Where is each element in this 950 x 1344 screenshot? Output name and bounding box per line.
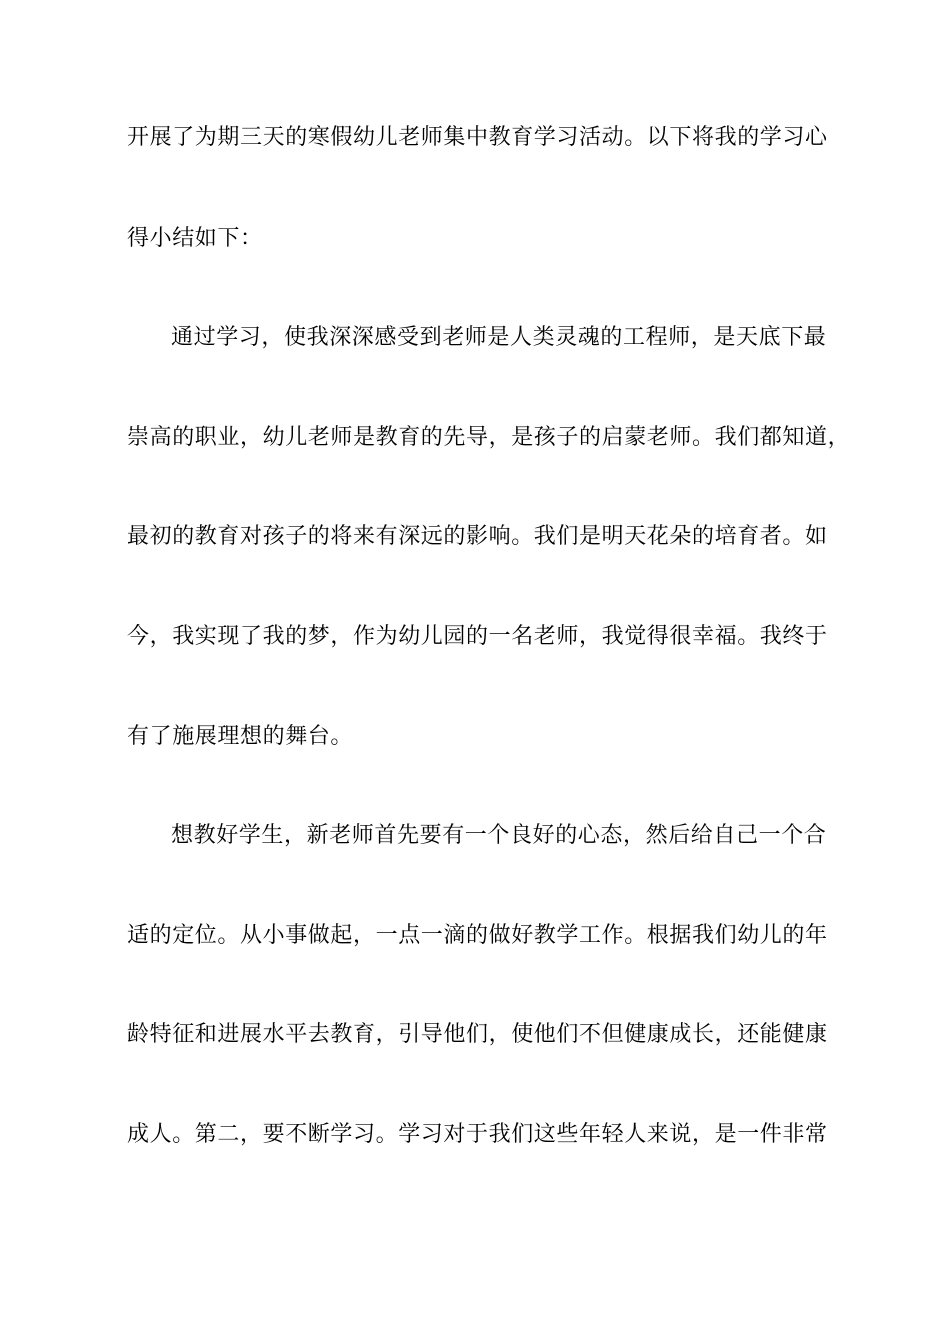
text-line: 得小结如下： <box>127 226 263 251</box>
text-line: 开展了为期三天的寒假幼儿老师集中教育学习活动。以下将我的学习心 <box>127 125 828 150</box>
text-line: 崇高的职业，幼儿老师是教育的先导，是孩子的启蒙老师。我们都知道， <box>127 425 851 450</box>
text-line: 适的定位。从小事做起，一点一滴的做好教学工作。根据我们幼儿的年 <box>127 923 828 948</box>
text-line: 有了施展理想的舞台。 <box>127 724 354 749</box>
text-line: 成人。第二，要不断学习。学习对于我们这些年轻人来说，是一件非常 <box>127 1122 828 1147</box>
text-line: 今，我实现了我的梦，作为幼儿园的一名老师，我觉得很幸福。我终于 <box>127 624 828 649</box>
text-line: 最初的教育对孩子的将来有深远的影响。我们是明天花朵的培育者。如 <box>127 524 828 549</box>
text-line: 龄特征和进展水平去教育，引导他们，使他们不但健康成长，还能健康 <box>127 1022 828 1047</box>
paragraph-start-line: 通过学习，使我深深感受到老师是人类灵魂的工程师，是天底下最 <box>171 325 827 350</box>
paragraph-start-line: 想教好学生，新老师首先要有一个良好的心态，然后给自己一个合 <box>171 823 827 848</box>
